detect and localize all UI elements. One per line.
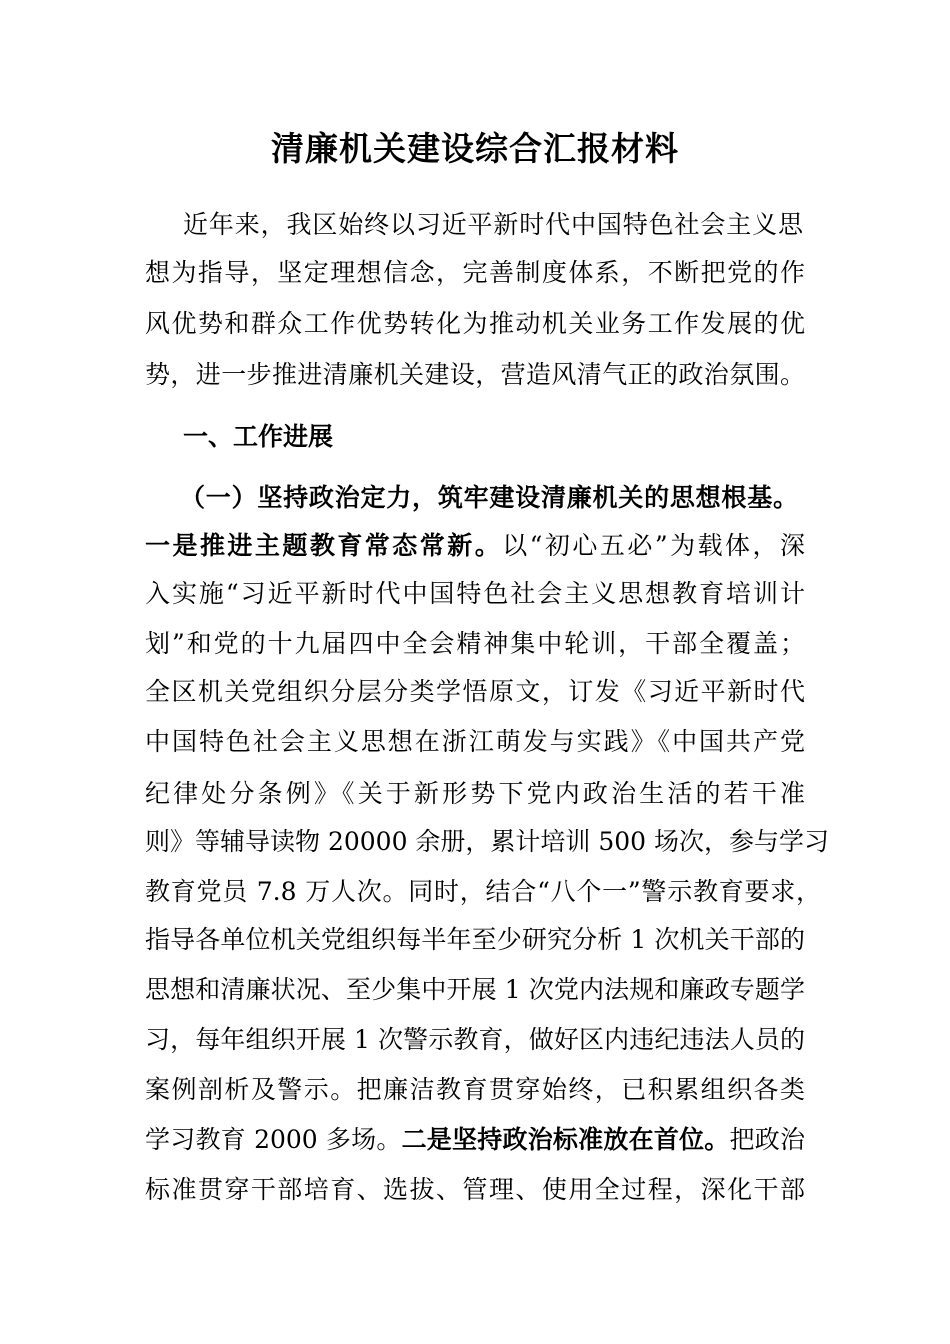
heading-text: 一、工作进展 <box>183 422 334 451</box>
line-text: 思想和清廉状况、至少集中开展 1 次党内法规和廉政专题学 <box>145 975 805 1004</box>
paragraph-line <box>145 570 805 618</box>
line-text: 入实施“习近平新时代中国特色社会主义思想教育培训计 <box>145 579 805 608</box>
paragraph-line <box>145 1166 805 1214</box>
paragraph-line <box>183 201 803 249</box>
paragraph-line <box>145 1066 805 1114</box>
line-text: 划”和党的十九届四中全会精神集中轮训，干部全覆盖； <box>145 629 805 658</box>
line-text: 标准贯穿干部培育、选拔、管理、使用全过程，深化干部 <box>145 1175 805 1204</box>
line-text: 指导各单位机关党组织每半年至少研究分析 1 次机关干部的 <box>145 925 805 954</box>
paragraph-line <box>145 966 805 1014</box>
document-title: 清廉机关建设综合汇报材料 <box>271 129 679 168</box>
paragraph-line <box>145 868 821 916</box>
line-text: 全区机关党组织分层分类学悟原文，订发《习近平新时代 <box>145 677 805 706</box>
line-text: 习，每年组织开展 1 次警示教育，做好区内违纪违法人员的 <box>145 1025 805 1054</box>
section-heading <box>183 413 863 461</box>
paragraph-line <box>145 668 805 716</box>
emphasis-text: 二是坚持政治标准放在首位。 <box>401 1125 730 1154</box>
paragraph-line <box>145 249 805 297</box>
line-text: 学习教育 2000 多场。 <box>145 1125 402 1154</box>
paragraph-line <box>145 351 805 399</box>
paragraph-line <box>145 718 805 766</box>
paragraph-line <box>145 770 805 818</box>
line-text: 教育党员 7.8 万人次。同时，结合“八个一”警示教育要求， <box>145 877 821 906</box>
paragraph-line <box>145 620 805 668</box>
paragraph-line <box>145 522 805 570</box>
line-text: 纪律处分条例》《关于新形势下党内政治生活的若干准 <box>145 779 805 808</box>
paragraph-line <box>145 916 805 964</box>
paragraph-line <box>145 1116 805 1164</box>
subsection-heading <box>180 474 798 522</box>
line-text: 案例剖析及警示。把廉洁教育贯穿始终，已积累组织各类 <box>145 1075 805 1104</box>
line-text: 中国特色社会主义思想在浙江萌发与实践》《中国共产党 <box>145 727 805 756</box>
line-text: 以“初心五必”为载体，深 <box>502 531 806 560</box>
paragraph-line <box>145 1016 805 1064</box>
emphasis-text: 一是推进主题教育常态常新。 <box>145 531 503 560</box>
line-text: 势，进一步推进清廉机关建设，营造风清气正的政治氛围。 <box>145 360 805 389</box>
line-text: 想为指导，坚定理想信念，完善制度体系，不断把党的作 <box>145 258 805 287</box>
paragraph-line <box>145 818 830 866</box>
heading-text: （一）坚持政治定力，筑牢建设清廉机关的思想根基。 <box>180 483 798 512</box>
line-text: 则》等辅导读物 20000 余册，累计培训 500 场次，参与学习 <box>145 827 830 856</box>
paragraph-line <box>145 300 805 348</box>
line-text: 近年来，我区始终以习近平新时代中国特色社会主义思 <box>183 210 803 239</box>
line-text-tail: 把政治 <box>729 1125 805 1154</box>
line-text: 风优势和群众工作优势转化为推动机关业务工作发展的优 <box>145 309 805 338</box>
